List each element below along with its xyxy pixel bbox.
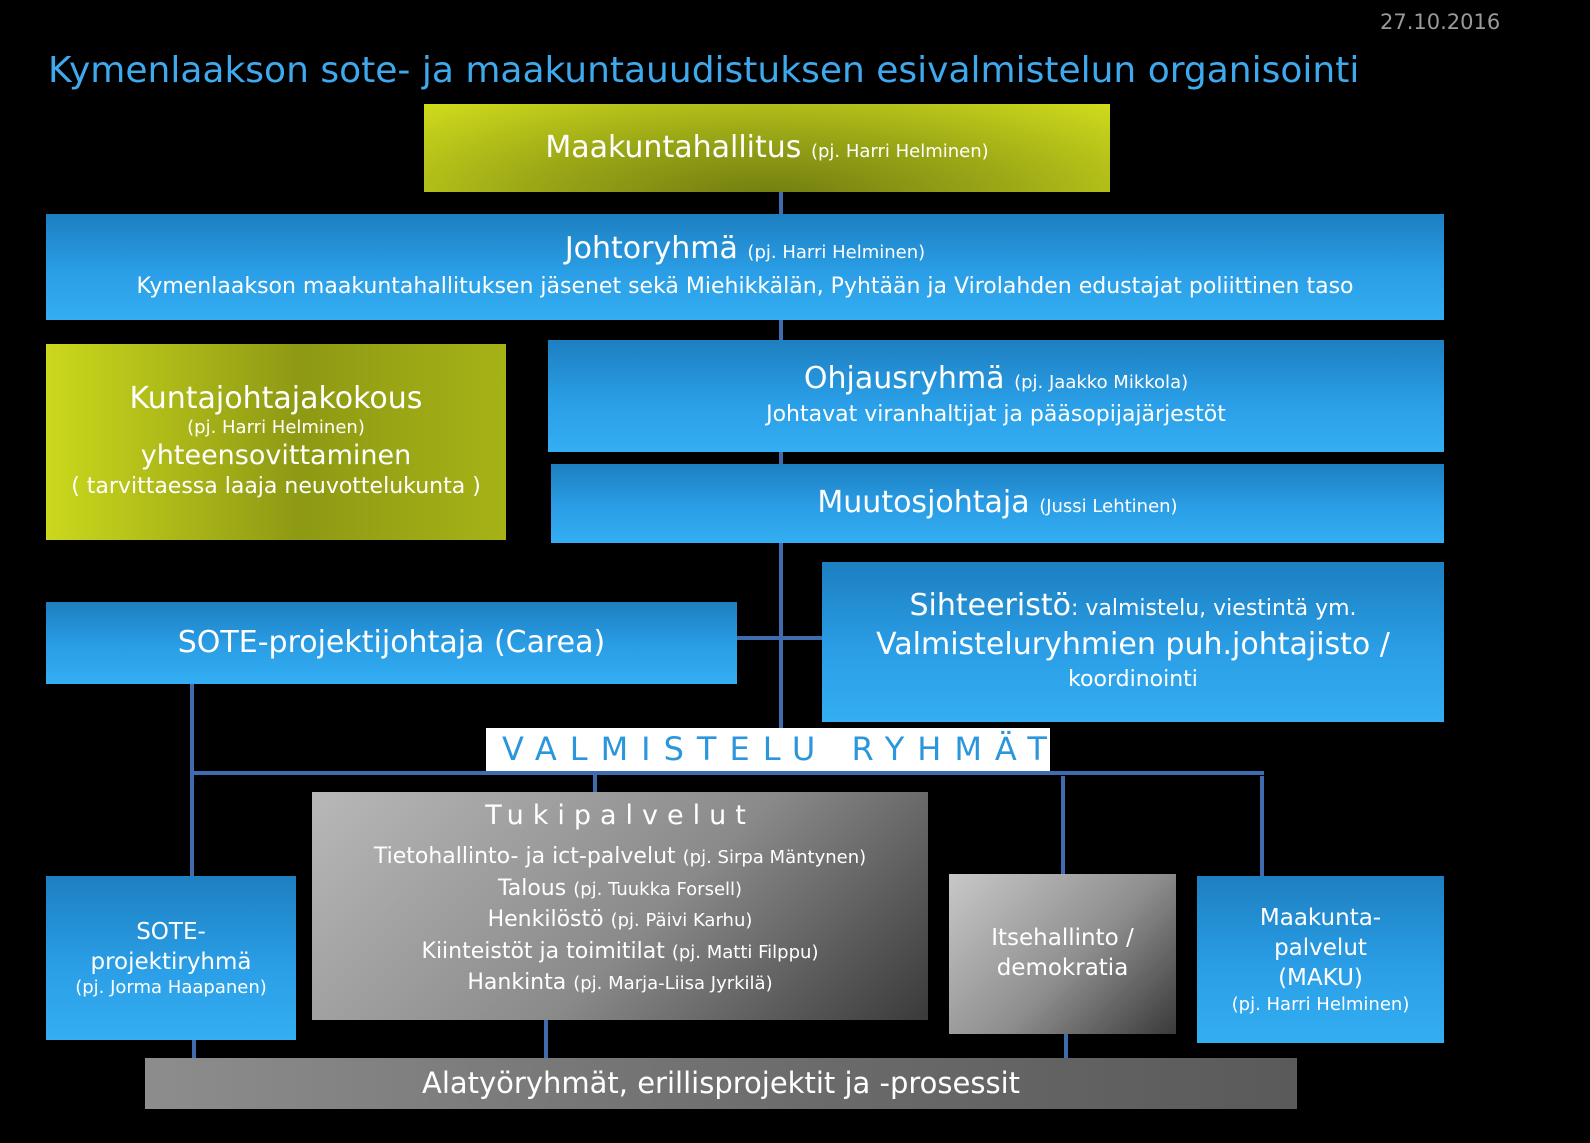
tukipalvelut-item-name: Tietohallinto- ja ict-palvelut (373, 844, 676, 870)
johtoryhma-name: Johtoryhmä (564, 231, 738, 267)
itsehallinto-box (949, 874, 1176, 1034)
itsehallinto-line1: Itsehallinto / (991, 925, 1134, 952)
sihteeristo-line2: Valmisteluryhmien puh.johtajisto / (876, 626, 1390, 662)
tukipalvelut-item-name: Talous (497, 875, 567, 901)
kuntajohtajakokous-line1: yhteensovittaminen (140, 439, 412, 471)
sote-projektiryhma-chair: (pj. Jorma Haapanen) (75, 977, 267, 999)
ohjausryhma-desc: Johtavat viranhaltijat ja pääsopijajärjestöt (766, 401, 1226, 427)
johtoryhma-desc: Kymenlaakson maakuntahallituksen jäsenet sekä Miehikkälän, Pyhtään ja Virolahden edustajat poliittinen taso (136, 273, 1354, 299)
valmisteluryhmat-label: VALMISTELU RYHMÄT (486, 728, 1050, 771)
tukipalvelut-item (374, 875, 866, 904)
maku-line3: (MAKU) (1278, 964, 1363, 991)
sote-projektijohtaja-name: SOTE-projektijohtaja (Carea) (177, 624, 606, 660)
connector-tukipalvelut-vertical (593, 771, 597, 793)
muutosjohtaja-box (551, 464, 1444, 543)
sote-projektiryhma-line2: projektiryhmä (90, 948, 252, 975)
tukipalvelut-item-chair: (pj. Tuukka Forsell) (573, 878, 743, 900)
ohjausryhma-box (548, 340, 1444, 452)
itsehallinto-line2: demokratia (996, 955, 1129, 981)
connector-bottom-right (1064, 1034, 1068, 1060)
ohjausryhma-chair: (pj. Jaakko Mikkola) (1014, 372, 1189, 394)
sihteeristo-box (822, 562, 1444, 722)
tukipalvelut-item-chair: (pj. Marja-Liisa Jyrkilä) (573, 973, 773, 995)
johtoryhma-box (46, 214, 1444, 320)
sihteeristo-desc: : valmistelu, viestintä ym. (1070, 596, 1357, 622)
sihteeristo-name: Sihteeristö (909, 588, 1071, 624)
kuntajohtajakokous-line2: ( tarvittaessa laaja neuvottelukunta ) (71, 474, 481, 499)
ohjausryhma-name: Ohjausryhmä (803, 361, 1005, 397)
sote-projektiryhma-box (46, 876, 296, 1040)
maakuntahallitus-name: Maakuntahallitus (545, 129, 802, 165)
tukipalvelut-item (374, 906, 866, 935)
sihteeristo-line3: koordinointi (1068, 667, 1198, 693)
connector-sote-projekti-vertical (190, 684, 194, 878)
kuntajohtajakokous-chair: (pj. Harri Helminen) (187, 416, 365, 438)
muutosjohtaja-chair: (Jussi Lehtinen) (1039, 496, 1178, 518)
muutosjohtaja-name: Muutosjohtaja (817, 485, 1030, 521)
tukipalvelut-title: Tukipalvelut (485, 800, 755, 831)
tukipalvelut-item (374, 843, 866, 872)
johtoryhma-chair: (pj. Harri Helminen) (747, 242, 926, 264)
tukipalvelut-item (374, 938, 866, 967)
tukipalvelut-item (374, 969, 866, 998)
tukipalvelut-box (312, 792, 928, 1020)
connector-itsehallinto-vertical (1061, 776, 1065, 876)
connector-maku-vertical (1260, 776, 1264, 878)
alatyoryhmat-label: Alatyöryhmät, erillisprojektit ja -prosessit (421, 1065, 1021, 1100)
alatyoryhmat-box (145, 1058, 1297, 1109)
maakuntahallitus-box (424, 104, 1110, 192)
tukipalvelut-item-chair: (pj. Matti Filppu) (671, 941, 819, 963)
tukipalvelut-item-chair: (pj. Päivi Karhu) (610, 910, 753, 932)
maku-line2: palvelut (1274, 935, 1367, 962)
tukipalvelut-item-chair: (pj. Sirpa Mäntynen) (682, 847, 867, 869)
maakuntahallitus-chair: (pj. Harri Helminen) (810, 140, 989, 162)
connector-sote-sihteeristo (737, 636, 823, 640)
tukipalvelut-item-name: Henkilöstö (487, 907, 604, 933)
tukipalvelut-item-name: Hankinta (467, 970, 567, 996)
sote-projektiryhma-line1: SOTE- (136, 918, 206, 945)
page-title: Kymenlaakson sote- ja maakuntauudistuksen esivalmistelun organisointi (48, 50, 1360, 91)
connector-bottom-mid (544, 1020, 548, 1060)
maku-line1: Maakunta- (1259, 905, 1382, 932)
maku-chair: (pj. Harri Helminen) (1231, 993, 1410, 1015)
maku-box (1197, 876, 1444, 1043)
kuntajohtajakokous-name: Kuntajohtajakokous (129, 381, 423, 417)
sote-projektijohtaja-box (46, 602, 737, 684)
tukipalvelut-list (374, 843, 866, 998)
connector-bottom-left (192, 1040, 196, 1060)
date-label: 27.10.2016 (1380, 10, 1501, 34)
connector-valmistelu-horizontal (190, 771, 1264, 775)
tukipalvelut-item-name: Kiinteistöt ja toimitilat (421, 938, 665, 964)
kuntajohtajakokous-box (46, 344, 506, 540)
